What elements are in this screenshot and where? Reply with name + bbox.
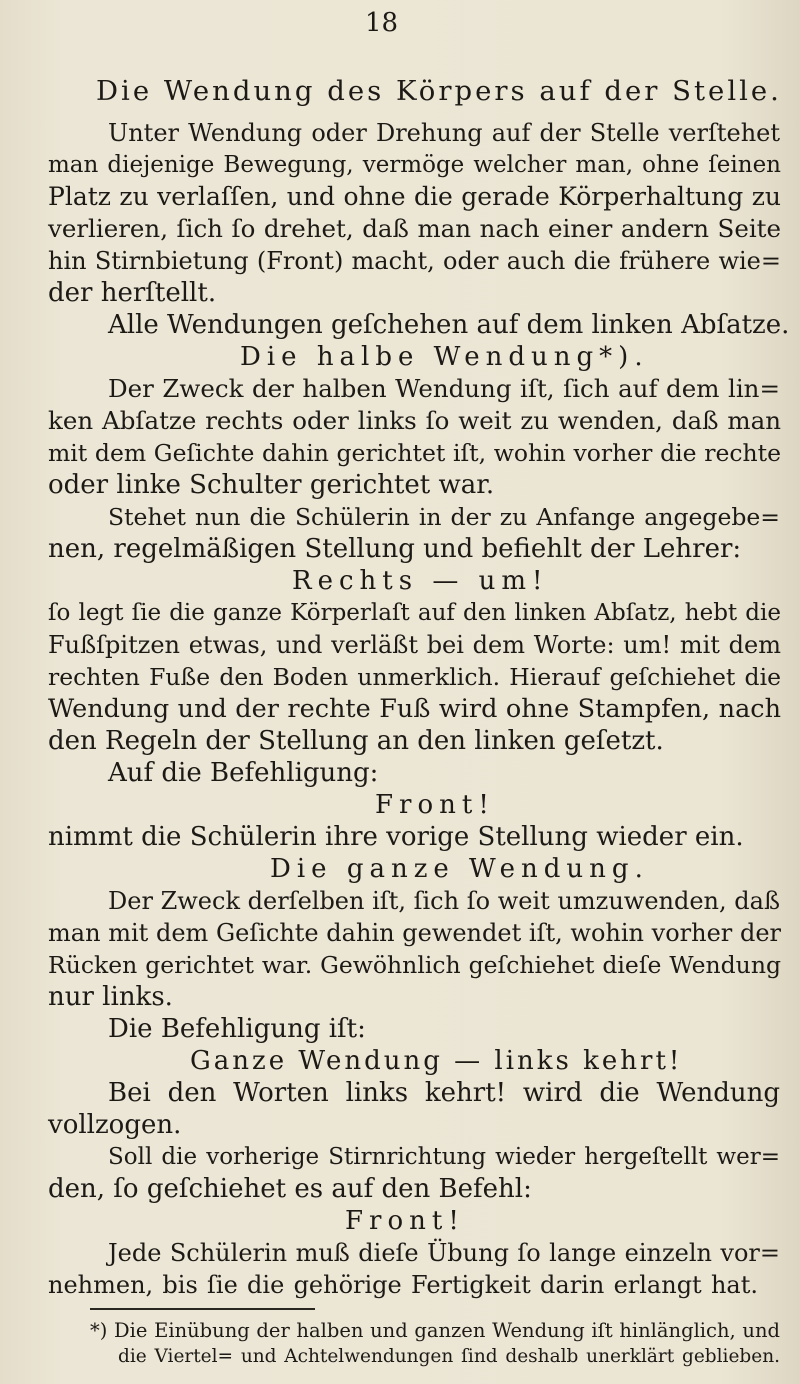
paragraph-line: Der Zweck der halben Wendung iſt, ſich auf dem lin= [108,374,780,403]
paragraph-line: nen, regelmäßigen Stellung und befiehlt der Lehrer: [48,534,742,564]
paragraph-line: Stehet nun die Schülerin in der zu Anfange angegebe= [108,503,780,531]
paragraph-line: man diejenige Bewegung, vermöge welcher man, ohne ſeinen [48,152,781,178]
paragraph-line: Soll die vorherige Stirnrichtung wieder hergeſtellt wer= [108,1144,780,1170]
paragraph-line: Bei den Worten links kehrt! wird die Wendung [108,1078,780,1108]
paragraph-line: den, ſo geſchiehet es auf den Befehl: [48,1174,532,1204]
paragraph-line: hin Stirnbietung (Front) macht, oder auch die frühere wie= [48,247,781,275]
paragraph-line: Die Befehligung iſt: [108,1014,366,1044]
paragraph-line: ken Abſatze rechts oder links ſo weit zu wenden, daß man [48,406,781,435]
paragraph-line: man mit dem Geſichte dahin gewendet iſt, wohin vorher der [48,919,781,947]
paragraph-line: Der Zweck derſelben iſt, ſich ſo weit umzuwenden, daß [108,887,780,915]
footnote-rule [90,1308,315,1310]
paragraph-line: Unter Wendung oder Drehung auf der Stelle verſtehet [108,119,780,147]
paragraph-line: vollzogen. [48,1110,182,1140]
paragraph-line: Wendung und der rechte Fuß wird ohne Stampfen, nach [48,694,781,724]
page-number: 18 [365,8,399,38]
command-line: Rechts — um! [292,566,549,596]
paragraph-line: verlieren, ſich ſo drehet, daß man nach einer andern Seite [48,214,781,243]
paragraph-line: mit dem Geſichte dahin gerichtet iſt, wohin vorher die rechte [48,439,781,467]
paragraph-line: der herſtellt. [48,278,217,308]
paragraph-line: den Regeln der Stellung an den linken geſetzt. [48,726,664,756]
paragraph-line: ſo legt ſie die ganze Körperlaſt auf den linken Abſatz, hebt die [48,600,781,626]
command-line: Front! [345,1206,465,1236]
section-title: Die Wendung des Körpers auf der Stelle. [96,75,782,107]
command-line: Ganze Wendung — links kehrt! [190,1046,683,1076]
paragraph-line: nimmt die Schülerin ihre vorige Stellung wieder ein. [48,822,744,852]
paragraph-line: nehmen, bis ſie die gehörige Fertigkeit darin erlangt hat. [48,1271,758,1299]
paragraph-line: oder linke Schulter gerichtet war. [48,470,495,500]
paragraph-line: rechten Fuße den Boden unmerklich. Hierauf geſchiehet die [48,663,781,691]
paragraph-line: Fußſpitzen etwas, und verläßt bei dem Worte: um! mit dem [48,631,781,659]
footnote-line: *) Die Einübung der halben und ganzen Wendung iſt hinlänglich, und [90,1319,780,1342]
paragraph-line: Alle Wendungen geſchehen auf dem linken Abſatze. [108,310,790,340]
paragraph-line: Platz zu verlaſſen, und ohne die gerade Körperhaltung zu [48,182,781,211]
paragraph-line: Jede Schülerin muß dieſe Übung ſo lange einzeln vor= [108,1239,780,1267]
subsection-heading: Die ganze Wendung. [270,854,649,884]
paragraph-line: nur links. [48,982,173,1012]
footnote-line: die Viertel= und Achtelwendungen ſind deshalb unerklärt geblieben. [118,1346,780,1367]
command-line: Front! [375,790,495,820]
paragraph-line: Rücken gerichtet war. Gewöhnlich geſchiehet dieſe Wendung [48,951,781,979]
subsection-heading: Die halbe Wendung*). [240,342,649,372]
paragraph-line: Auf die Befehligung: [108,758,379,788]
